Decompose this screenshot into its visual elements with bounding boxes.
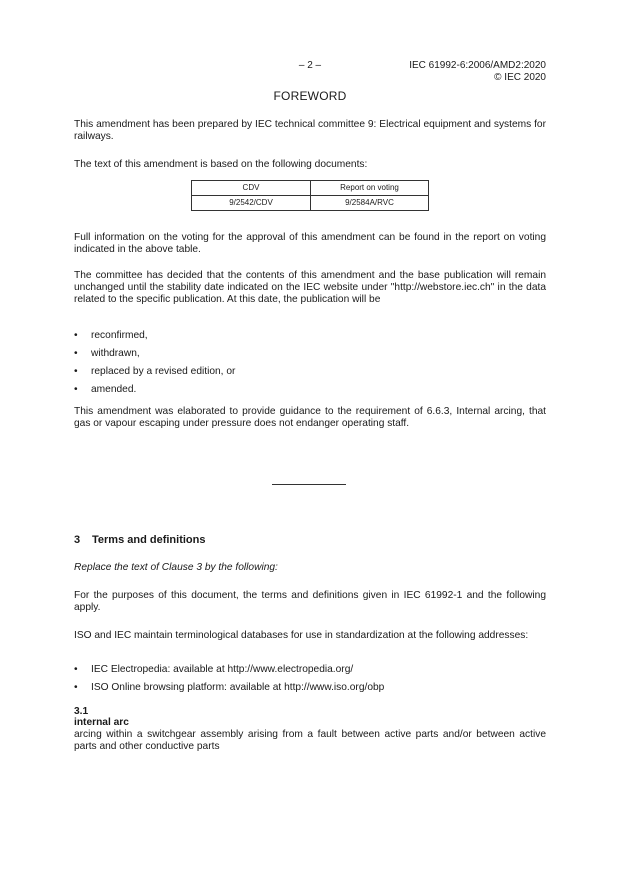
bullet-icon: • xyxy=(74,330,78,341)
list-item-text: IEC Electropedia: available at http://www.electropedia.org/ xyxy=(91,664,354,675)
copyright-line: © IEC 2020 xyxy=(494,72,546,83)
list-item-text: withdrawn, xyxy=(91,348,140,359)
section-number: 3 xyxy=(74,534,81,546)
page-number: – 2 – xyxy=(298,60,322,71)
bullet-icon: • xyxy=(74,682,78,693)
term-number: 3.1 xyxy=(74,706,89,717)
document-reference-id: IEC 61992-6:2006/AMD2:2020 xyxy=(409,60,546,71)
document-reference xyxy=(409,60,546,84)
bullet-icon: • xyxy=(74,664,78,675)
term-name: internal arc xyxy=(74,717,129,728)
foreword-paragraph-2: The text of this amendment is based on the following documents: xyxy=(74,159,368,170)
foreword-paragraph-4: The committee has decided that the contents of this amendment and the base publication will remain unchanged until the stability date indicated on the IEC website under "http://webstore.iec.ch" in the data related to the specific publication. At this date, the publication will be xyxy=(74,270,546,305)
table-header-cell: Report on voting xyxy=(311,181,429,196)
section-heading xyxy=(74,534,205,546)
section-paragraph-2: ISO and IEC maintain terminological databases for use in standardization at the following addresses: xyxy=(74,630,529,641)
bullet-icon: • xyxy=(74,348,78,359)
section-paragraph-1: For the purposes of this document, the terms and definitions given in IEC 61992-1 and the following apply. xyxy=(74,590,546,613)
foreword-paragraph-5: This amendment was elaborated to provide guidance to the requirement of 6.6.3, Internal arcing, that gas or vapour escaping under pressure does not endanger operating staff. xyxy=(74,406,546,429)
section-divider xyxy=(272,484,346,485)
table-header-cell: CDV xyxy=(192,181,311,196)
foreword-title: FOREWORD xyxy=(273,89,347,103)
voting-documents-table xyxy=(191,180,429,211)
term-definition: arcing within a switchgear assembly arising from a fault between active parts and/or between active parts and other conductive parts xyxy=(74,729,546,752)
bullet-icon: • xyxy=(74,384,78,395)
section-title: Terms and definitions xyxy=(92,534,206,546)
list-item-text: reconfirmed, xyxy=(91,330,148,341)
table-header-row xyxy=(192,181,429,196)
list-item-text: ISO Online browsing platform: available at http://www.iso.org/obp xyxy=(91,682,385,693)
table-row xyxy=(192,196,429,211)
section-instruction: Replace the text of Clause 3 by the following: xyxy=(74,562,278,573)
list-item-text: replaced by a revised edition, or xyxy=(91,366,236,377)
table-cell: 9/2584A/RVC xyxy=(311,196,429,211)
foreword-paragraph-1: This amendment has been prepared by IEC technical committee 9: Electrical equipment and systems for railways. xyxy=(74,119,546,142)
table-cell: 9/2542/CDV xyxy=(192,196,311,211)
list-item-text: amended. xyxy=(91,384,137,395)
bullet-icon: • xyxy=(74,366,78,377)
foreword-paragraph-3: Full information on the voting for the approval of this amendment can be found in the report on voting indicated in the above table. xyxy=(74,232,546,255)
